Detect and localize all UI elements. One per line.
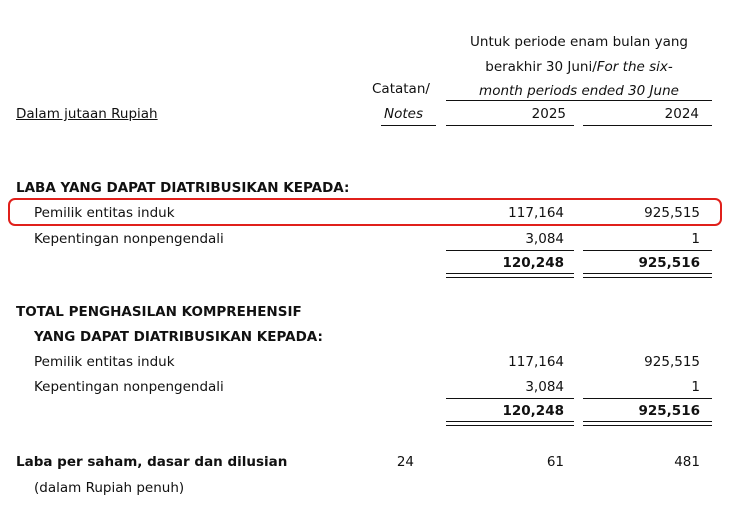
notes-header-rule	[381, 125, 436, 126]
profit-attributable-title: LABA YANG DAPAT DIATRIBUSIKAN KEPADA:	[16, 180, 350, 196]
year-2025-header: 2025	[531, 106, 566, 122]
year-2024-rule	[583, 125, 712, 126]
profit-owner-label: Pemilik entitas induk	[34, 205, 175, 221]
profit-total-double-rule-2025	[446, 273, 574, 278]
eps-2025: 61	[546, 454, 564, 470]
comprehensive-nci-2024: 1	[691, 379, 700, 395]
notes-header-en: Notes	[384, 106, 423, 122]
profit-total-double-rule-2024	[583, 273, 712, 278]
eps-sublabel: (dalam Rupiah penuh)	[34, 480, 185, 496]
period-header-line2	[444, 55, 714, 80]
period-header-line3: month periods ended 30 June	[479, 83, 679, 99]
profit-owner-2025: 117,164	[508, 205, 564, 221]
year-2025-rule	[446, 125, 574, 126]
profit-total-2024: 925,516	[638, 255, 700, 271]
notes-header-id: Catatan/	[372, 81, 430, 97]
comprehensive-owner-label: Pemilik entitas induk	[34, 354, 175, 370]
profit-subtotal-rule-2024	[583, 250, 712, 251]
period-header-line2-id: berakhir 30 Juni/	[485, 59, 597, 75]
comprehensive-nci-label: Kepentingan nonpengendali	[34, 379, 224, 395]
comprehensive-total-double-rule-2024	[583, 421, 712, 426]
comprehensive-total-2024: 925,516	[638, 403, 700, 419]
year-2024-header: 2024	[664, 106, 699, 122]
period-header-rule	[446, 100, 712, 101]
profit-nci-2025: 3,084	[525, 231, 564, 247]
eps-note: 24	[396, 454, 414, 470]
comprehensive-subtotal-rule-2024	[583, 398, 712, 399]
profit-total-2025: 120,248	[502, 255, 564, 271]
eps-2024: 481	[674, 454, 700, 470]
comprehensive-nci-2025: 3,084	[525, 379, 564, 395]
comprehensive-title-line2: YANG DAPAT DIATRIBUSIKAN KEPADA:	[34, 329, 323, 345]
comprehensive-total-double-rule-2025	[446, 421, 574, 426]
profit-subtotal-rule-2025	[446, 250, 574, 251]
period-header-line2-en: For the six-	[596, 59, 673, 75]
profit-owner-2024: 925,515	[644, 205, 700, 221]
eps-label: Laba per saham, dasar dan dilusian	[16, 454, 288, 470]
comprehensive-title-line1: TOTAL PENGHASILAN KOMPREHENSIF	[16, 304, 302, 320]
period-header-line1: Untuk periode enam bulan yang	[470, 34, 688, 50]
unit-label: Dalam jutaan Rupiah	[16, 106, 158, 122]
comprehensive-owner-2024: 925,515	[644, 354, 700, 370]
comprehensive-owner-2025: 117,164	[508, 354, 564, 370]
comprehensive-subtotal-rule-2025	[446, 398, 574, 399]
comprehensive-total-2025: 120,248	[502, 403, 564, 419]
profit-nci-label: Kepentingan nonpengendali	[34, 231, 224, 247]
profit-nci-2024: 1	[691, 231, 700, 247]
